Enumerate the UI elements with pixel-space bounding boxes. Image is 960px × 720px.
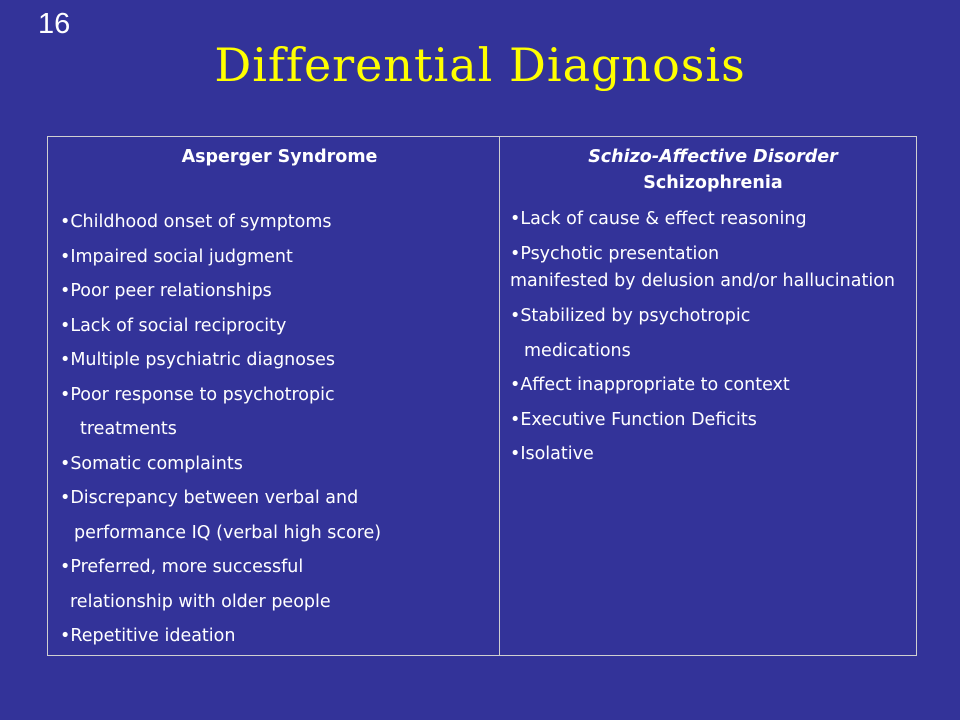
- slide-number: 16: [38, 8, 71, 40]
- list-item-continuation: medications: [524, 340, 631, 361]
- list-item: •Lack of cause & effect reasoning: [510, 209, 807, 229]
- slide-title: Differential Diagnosis: [214, 38, 746, 92]
- list-item: •Executive Function Deficits: [510, 409, 757, 430]
- list-item: •Poor response to psychotropic: [60, 384, 335, 405]
- list-item: •Somatic complaints: [60, 453, 243, 474]
- list-item: •Impaired social judgment: [60, 246, 293, 267]
- asperger-heading: Asperger Syndrome: [181, 147, 378, 167]
- schizo-column: [500, 137, 916, 655]
- list-item: •Affect inappropriate to context: [510, 375, 790, 395]
- list-item: •Preferred, more successful: [60, 557, 304, 577]
- list-item: •Psychotic presentation: [510, 243, 720, 264]
- comparison-table: [47, 136, 917, 656]
- list-item: •Poor peer relationships: [60, 281, 272, 301]
- list-item-continuation: performance IQ (verbal high score): [74, 522, 382, 543]
- schizo-affective-heading: Schizo-Affective Disorder: [588, 147, 838, 167]
- list-item: •Lack of social reciprocity: [60, 315, 287, 336]
- asperger-column: [48, 137, 500, 655]
- schizophrenia-heading: Schizophrenia: [643, 173, 783, 193]
- list-item: •Childhood onset of symptoms: [60, 212, 332, 232]
- list-item-continuation: manifested by delusion and/or hallucination: [510, 271, 895, 291]
- list-item: •Multiple psychiatric diagnoses: [60, 350, 335, 370]
- list-item: •Repetitive ideation: [60, 626, 236, 646]
- list-item: •Discrepancy between verbal and: [60, 488, 359, 508]
- list-item-continuation: treatments: [80, 419, 177, 439]
- list-item: •Isolative: [510, 444, 594, 464]
- list-item: •Stabilized by psychotropic: [510, 306, 751, 326]
- list-item-continuation: relationship with older people: [70, 591, 331, 612]
